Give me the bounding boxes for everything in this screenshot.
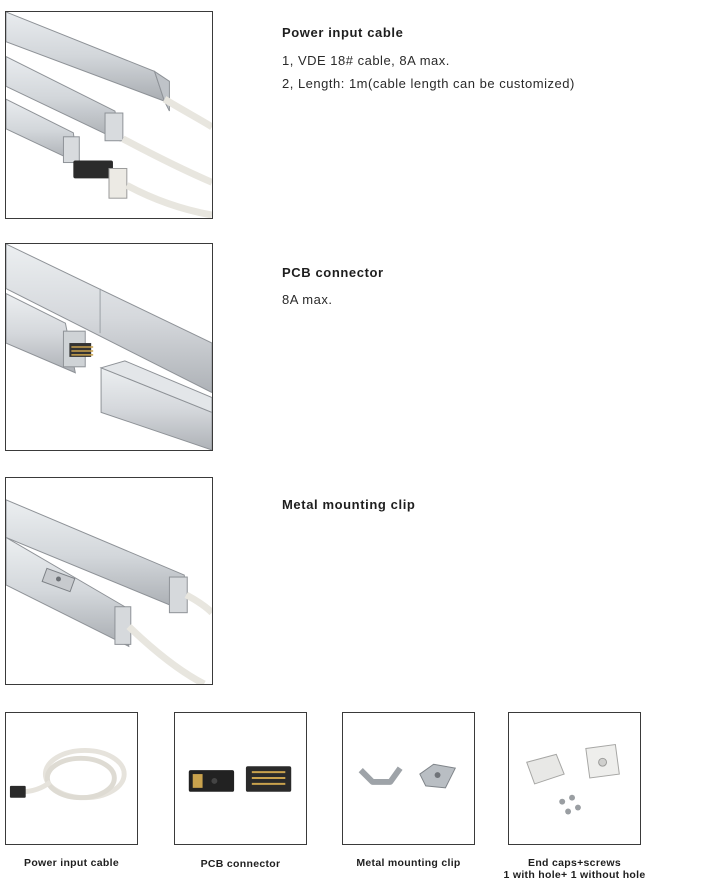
section-title-pcb-connector: PCB connector xyxy=(282,265,384,280)
power-cable-illustration xyxy=(6,12,212,218)
accessory-photo-pcb-connector xyxy=(174,712,307,845)
section-title-mounting-clip: Metal mounting clip xyxy=(282,497,416,512)
accessory-caption-mounting-clip: Metal mounting clip xyxy=(356,857,461,869)
cable-coil-icon xyxy=(6,713,137,844)
pcb-connector-illustration xyxy=(6,244,212,450)
section-title-power-cable: Power input cable xyxy=(282,25,404,40)
pcb-connector-photo xyxy=(5,243,213,451)
mounting-clip-icon xyxy=(343,713,474,844)
end-caps-caption-line-2: 1 with hole+ 1 without hole xyxy=(503,869,646,881)
power-cable-spec-1: 1, VDE 18# cable, 8A max. xyxy=(282,53,450,68)
pcb-connector-icon xyxy=(175,713,306,844)
accessory-caption-end-caps xyxy=(488,857,661,881)
accessory-photo-cable xyxy=(5,712,138,845)
end-caps-screws-icon xyxy=(509,713,640,844)
pcb-connector-spec-1: 8A max. xyxy=(282,292,333,307)
power-cable-photo xyxy=(5,11,213,219)
mounting-clip-photo xyxy=(5,477,213,685)
power-cable-spec-2: 2, Length: 1m(cable length can be customized) xyxy=(282,76,575,91)
mounting-clip-illustration xyxy=(6,478,212,684)
end-caps-caption-line-1: End caps+screws xyxy=(528,857,621,869)
accessory-photo-end-caps xyxy=(508,712,641,845)
accessory-caption-cable: Power input cable xyxy=(24,857,119,869)
accessory-photo-mounting-clip xyxy=(342,712,475,845)
accessory-caption-pcb-connector: PCB connector xyxy=(200,858,281,870)
